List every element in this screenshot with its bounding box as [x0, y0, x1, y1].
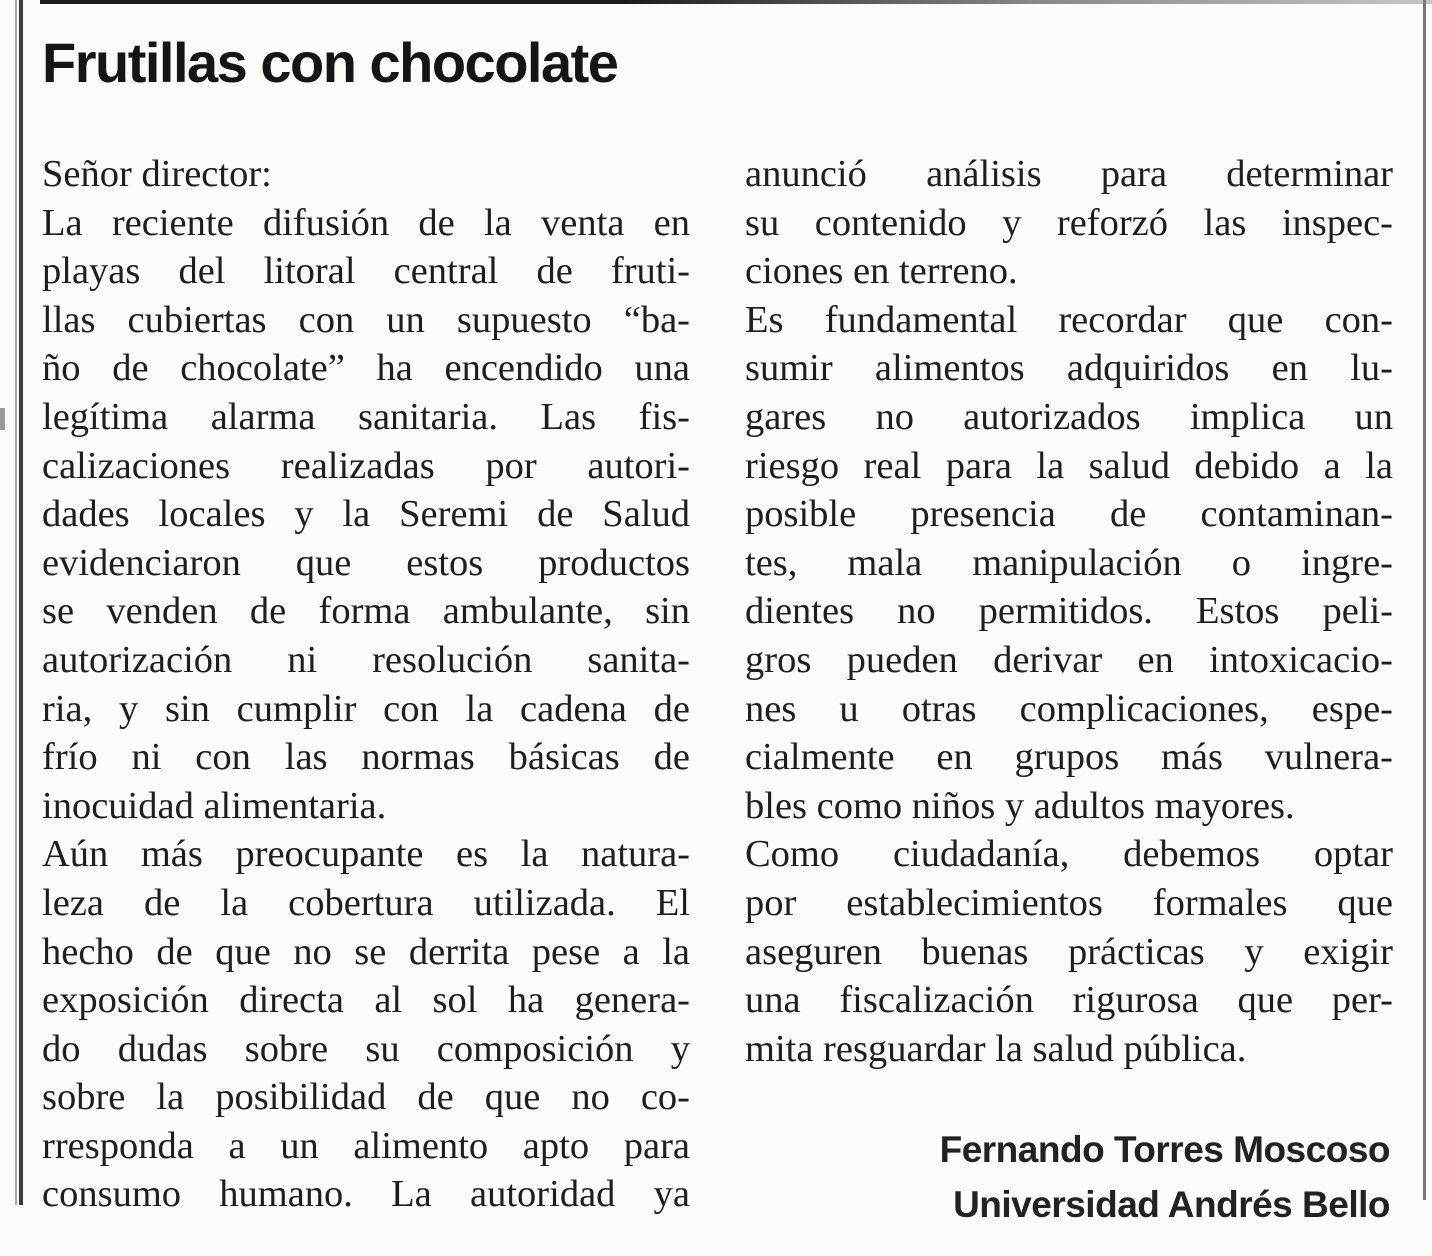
- text-line: sobre la posibilidad de que no co-: [42, 1076, 690, 1119]
- article-title: Frutillas con chocolate: [42, 31, 618, 94]
- text-line: posible presencia de contaminan-: [745, 493, 1393, 536]
- text-line: gros pueden derivar en intoxicacio-: [745, 638, 1393, 681]
- text-line: legítima alarma sanitaria. Las fis-: [42, 395, 690, 438]
- text-line: exposición directa al sol ha genera-: [42, 979, 690, 1022]
- text-line: Aún más preocupante es la natura-: [42, 833, 690, 876]
- right-border-rule: [1423, 0, 1426, 1200]
- text-line: una fiscalización rigurosa que per-: [745, 979, 1393, 1022]
- text-line: llas cubiertas con un supuesto “ba-: [42, 298, 690, 341]
- left-border-rule: [19, 0, 23, 1205]
- text-line: Como ciudadanía, debemos optar: [745, 833, 1393, 876]
- text-line: playas del litoral central de fruti-: [42, 250, 690, 293]
- text-line: La reciente difusión de la venta en: [42, 201, 690, 244]
- text-line: hecho de que no se derrita pese a la: [42, 930, 690, 973]
- text-line: ño de chocolate” ha encendido una: [42, 347, 690, 390]
- text-line: se venden de forma ambulante, sin: [42, 590, 690, 633]
- text-line: consumo humano. La autoridad ya: [42, 1173, 690, 1216]
- author-name: Fernando Torres Moscoso: [939, 1129, 1390, 1170]
- text-line: frío ni con las normas básicas de: [42, 736, 690, 779]
- text-line: rresponda a un alimento apto para: [42, 1124, 690, 1167]
- text-line: bles como niños y adultos mayores.: [745, 784, 1295, 827]
- text-line: cialmente en grupos más vulnera-: [745, 736, 1393, 779]
- scan-edge-artifact: [0, 408, 5, 430]
- left-border-rule-thin: [15, 0, 17, 1205]
- text-line: calizaciones realizadas por autori-: [42, 444, 690, 487]
- text-line: nes u otras complicaciones, espe-: [745, 687, 1393, 730]
- article-column-right: [745, 150, 1393, 1073]
- author-affiliation: Universidad Andrés Bello: [953, 1184, 1390, 1225]
- text-line: tes, mala manipulación o ingre-: [745, 541, 1393, 584]
- text-line: aseguren buenas prácticas y exigir: [745, 930, 1393, 973]
- text-line: autorización ni resolución sanita-: [42, 638, 690, 681]
- signature-block: [940, 1122, 1390, 1232]
- text-line: riesgo real para la salud debido a la: [745, 444, 1393, 487]
- text-line: dades locales y la Seremi de Salud: [42, 493, 690, 536]
- text-line: ciones en terreno.: [745, 250, 1018, 293]
- article-column-left: [42, 150, 690, 1219]
- text-line: mita resguardar la salud pública.: [745, 1027, 1247, 1070]
- text-line: su contenido y reforzó las inspec-: [745, 201, 1393, 244]
- text-line: evidenciaron que estos productos: [42, 541, 690, 584]
- text-line: dientes no permitidos. Estos peli-: [745, 590, 1393, 633]
- text-line: leza de la cobertura utilizada. El: [42, 881, 690, 924]
- text-line: por establecimientos formales que: [745, 881, 1393, 924]
- text-line: Es fundamental recordar que con-: [745, 298, 1393, 341]
- text-line: sumir alimentos adquiridos en lu-: [745, 347, 1393, 390]
- text-line: anunció análisis para determinar: [745, 153, 1393, 195]
- text-line: inocuidad alimentaria.: [42, 784, 387, 827]
- text-line: do dudas sobre su composición y: [42, 1027, 690, 1070]
- text-line: gares no autorizados implica un: [745, 395, 1393, 438]
- text-line: Señor director:: [42, 153, 272, 195]
- text-line: ria, y sin cumplir con la cadena de: [42, 687, 690, 730]
- top-border-rule: [40, 0, 1432, 4]
